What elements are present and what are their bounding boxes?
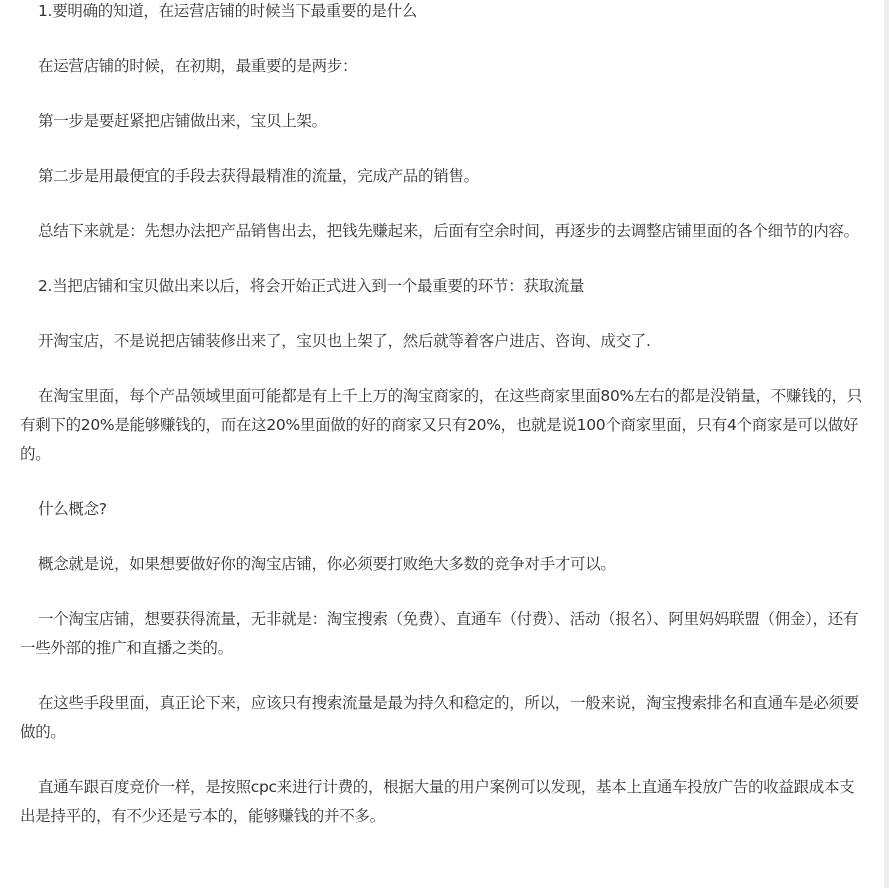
paragraph: 在运营店铺的时候，在初期，最重要的是两步： — [38, 57, 358, 75]
paragraph-heading-1: 1.要明确的知道，在运营店铺的时候当下最重要的是什么 — [38, 2, 417, 20]
paragraph: 第二步是用最便宜的手段去获得最精准的流量，完成产品的销售。 — [38, 167, 479, 185]
paragraph: 在这些手段里面，真正论下来，应该只有搜索流量是最为持久和稳定的，所以，一般来说，淘宝搜索排名和直通车是必须要做的。 — [20, 694, 859, 741]
article-body — [20, 0, 866, 857]
paragraph: 一个淘宝店铺，想要获得流量，无非就是：淘宝搜索（免费）、直通车（付费）、活动（报名）、阿里妈妈联盟（佣金），还有一些外部的推广和直播之类的。 — [20, 610, 859, 657]
paragraph: 在淘宝里面，每个产品领域里面可能都是有上千上万的淘宝商家的，在这些商家里面80%左右的都是没销量，不赚钱的，只有剩下的20%是能够赚钱的，而在这20%里面做的好的商家又只有20%，也就是说100个商家里面，只有4个商家是可以做好的。 — [20, 387, 862, 463]
paragraph: 总结下来就是：先想办法把产品销售出去，把钱先赚起来，后面有空余时间，再逐步的去调整店铺里面的各个细节的内容。 — [38, 222, 859, 240]
paragraph-heading-2: 2.当把店铺和宝贝做出来以后，将会开始正式进入到一个最重要的环节：获取流量 — [38, 277, 585, 295]
paragraph: 开淘宝店，不是说把店铺装修出来了，宝贝也上架了，然后就等着客户进店、咨询、成交了. — [38, 332, 651, 350]
paragraph: 什么概念? — [38, 500, 107, 518]
scrollbar-track[interactable] — [884, 0, 889, 888]
paragraph: 概念就是说，如果想要做好你的淘宝店铺，你必须要打败绝大多数的竞争对手才可以。 — [38, 555, 616, 573]
paragraph: 第一步是要赶紧把店铺做出来，宝贝上架。 — [38, 112, 327, 130]
paragraph: 直通车跟百度竞价一样，是按照cpc来进行计费的，根据大量的用户案例可以发现，基本上直通车投放广告的收益跟成本支出是持平的，有不少还是亏本的，能够赚钱的并不多。 — [20, 778, 855, 825]
